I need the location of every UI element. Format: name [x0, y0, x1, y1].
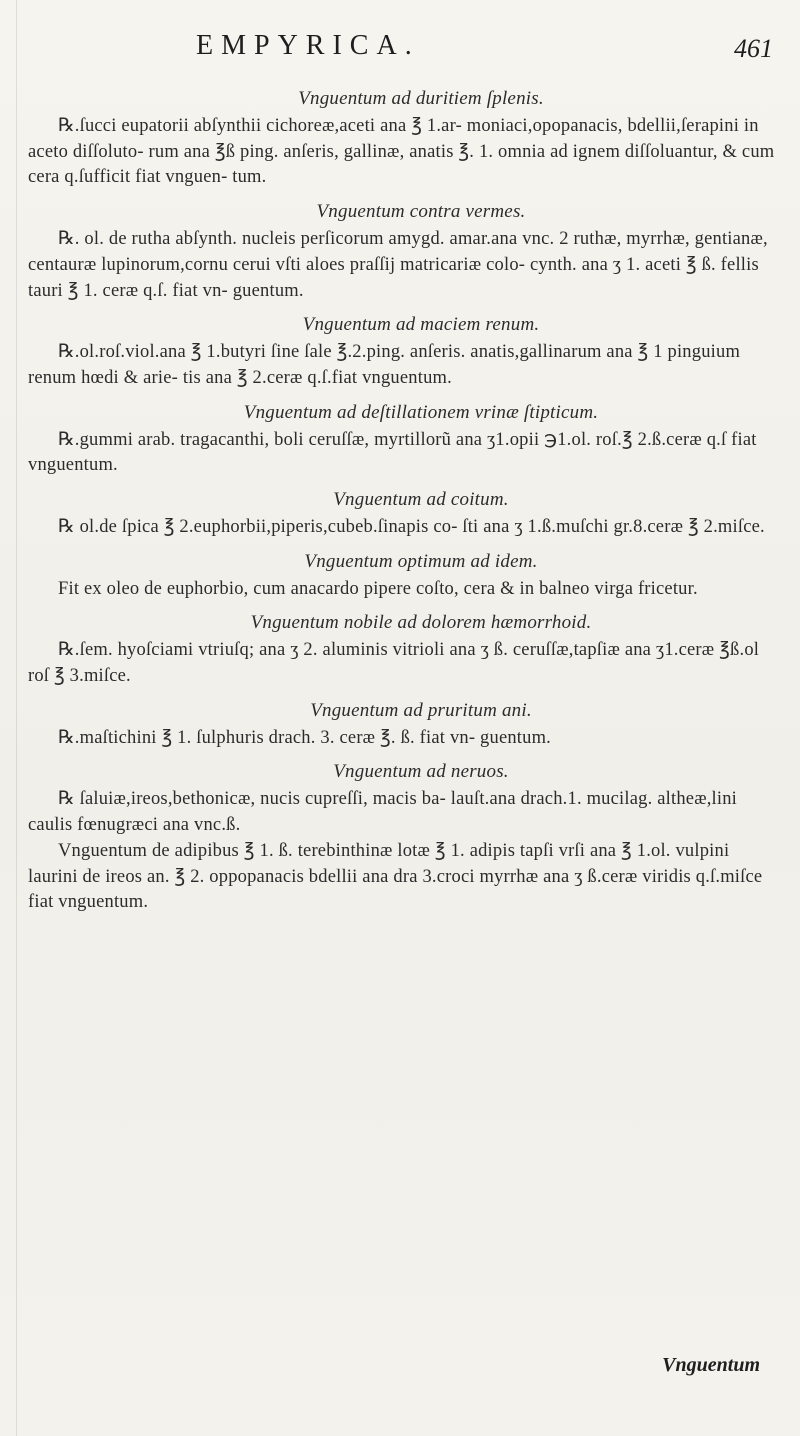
recipe-text: ℞.ſem. hyoſciami vtriuſq; ana ʒ 2. aluminis vitrioli ana ʒ ß. ceruſſæ,tapſiæ ana ʒ1.ceræ ℥ß.ol roſ ℥ 3.miſce. [28, 640, 760, 686]
recipe-section [28, 610, 780, 689]
recipe-text: ℞ ol.de ſpica ℥ 2.euphorbii,piperis,cubeb.ſinapis co- ſti ana ʒ 1.ß.muſchi gr.8.ceræ ℥ 2.miſce. [58, 516, 765, 537]
page-body [28, 78, 780, 916]
recipe-section [28, 839, 780, 916]
recipe-section [28, 698, 780, 752]
page-number: 461 [734, 34, 773, 63]
recipe-heading: Vnguentum ad pruritum ani. [310, 699, 532, 721]
recipe-section [28, 759, 780, 838]
recipe-section [28, 487, 780, 541]
recipe-text: ℞.ſucci eupatorii abſynthii cichoreæ,aceti ana ℥ 1.ar- moniaci,opopanacis, bdellii,ſerapini in aceto diſſoluto- rum ana ℥ß ping. anſeris, gallinæ, anatis ℥. 1. omnia ad ignem diſſoluantur, & cum cera q.ſufficit fiat vnguen- tum. [28, 115, 775, 188]
recipe-heading: Vnguentum optimum ad idem. [304, 550, 538, 572]
recipe-text: ℞.ol.roſ.viol.ana ℥ 1.butyri ſine ſale ℥.2.ping. anſeris. anatis,gallinarum ana ℥ 1 pinguium renum hœdi & arie- tis ana ℥ 2.ceræ q.ſ.fiat vnguentum. [28, 342, 741, 388]
recipe-section [28, 86, 780, 191]
recipe-heading: Vnguentum ad maciem renum. [302, 314, 540, 336]
recipe-heading: Vnguentum ad deſtillationem vrinæ ſtipticum. [243, 401, 599, 423]
recipe-heading: Vnguentum ad neruos. [333, 761, 509, 783]
recipe-section [28, 199, 780, 304]
catchword: Vnguentum [662, 1354, 760, 1376]
recipe-heading: Vnguentum ad coitum. [333, 489, 509, 511]
recipe-section [28, 312, 780, 391]
recipe-text: ℞.maſtichini ℥ 1. ſulphuris drach. 3. ceræ ℥. ß. fiat vn- guentum. [58, 727, 552, 748]
recipe-text: Fit ex oleo de euphorbio, cum anacardo pipere coſto, cera & in balneo virga fricetur. [58, 578, 698, 599]
recipe-heading: Vnguentum nobile ad dolorem hæmorrhoid. [250, 612, 592, 634]
recipe-heading: Vnguentum contra vermes. [316, 201, 526, 223]
recipe-text: ℞.gummi arab. tragacanthi, boli ceruſſæ, myrtillorũ ana ʒ1.opii ℈1.ol. roſ.℥ 2.ß.ceræ q.ſ fiat vnguentum. [28, 429, 757, 476]
recipe-text: Vnguentum de adipibus ℥ 1. ß. terebinthinæ lotæ ℥ 1. adipis tapſi vrſi ana ℥ 1.ol. vulpini laurini de ireos an. ℥ 2. oppopanacis bdellii ana dra 3.croci myrrhæ ana ʒ ß.ceræ viridis q.ſ.miſce fiat vnguentum. [28, 840, 763, 913]
page-header [0, 12, 800, 72]
recipe-text: ℞. ol. de rutha abſynth. nucleis perſicorum amygd. amar.ana vnc. 2 ruthæ, myrrhæ, gentianæ, centauræ lupinorum,cornu cerui vſti aloes praſſij matricariæ colo- cynth. ana ʒ 1. aceti ℥ ß. fellis tauri ℥ 1. ceræ q.ſ. fiat vn- guentum. [28, 228, 768, 301]
recipe-section [28, 400, 780, 479]
running-title: EMPYRICA. [196, 30, 420, 61]
recipe-text: ℞ ſaluiæ,ireos,bethonicæ, nucis cupreſſi, macis ba- lauſt.ana drach.1. mucilag. altheæ,lini caulis fœnugræci ana vnc.ß. [28, 789, 738, 835]
recipe-section [28, 549, 780, 603]
recipe-heading: Vnguentum ad duritiem ſplenis. [298, 88, 544, 109]
